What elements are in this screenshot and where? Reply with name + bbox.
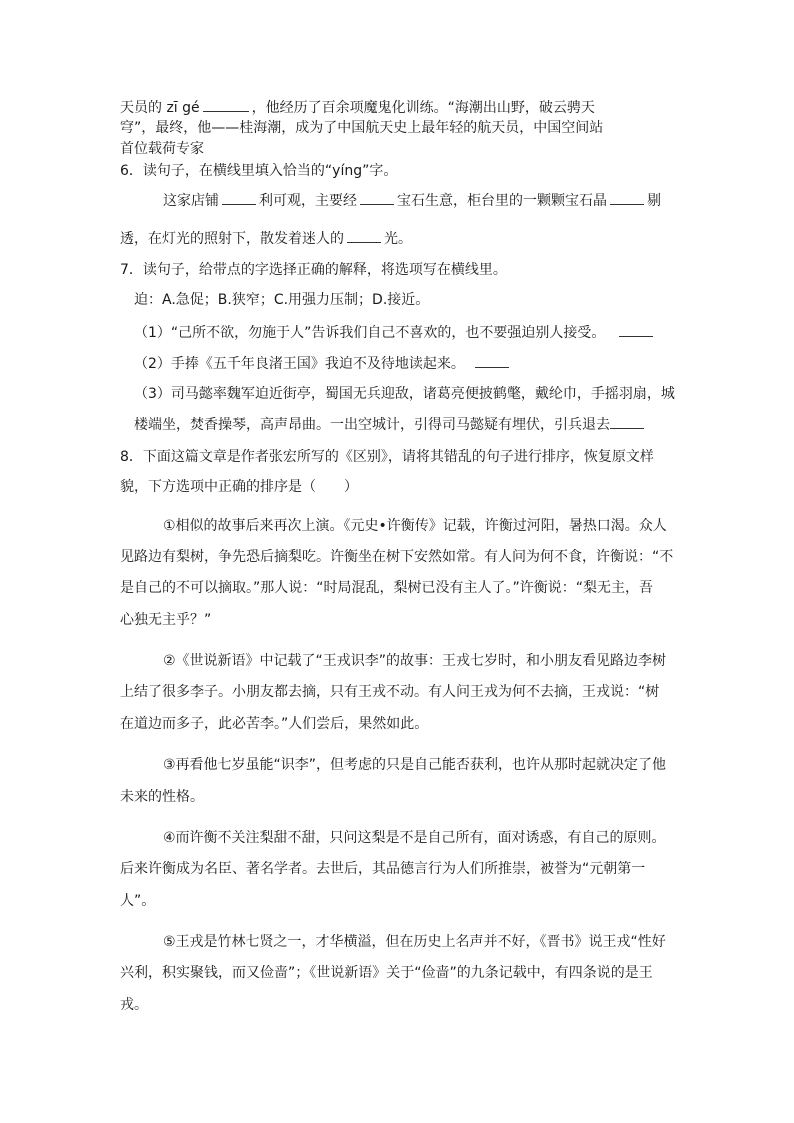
q6-sentence-line-1 [163, 190, 661, 211]
q8-prompt-line-2: 貌，下方选项中正确的排序是（ ） [120, 479, 358, 495]
q8-paragraph-4-line: 后来许衡成为名臣、著名学者。去世后，其品德言行为人们所推崇，被誉为“元朝第一 [120, 861, 646, 877]
q8-paragraph-1-line: 是自己的不可以摘取。”那人说：“时局混乱，梨树已没有主人了。”许衡说：“梨无主，吾 [120, 580, 654, 596]
q6-text: 这家店铺 [163, 193, 219, 209]
answer-blank[interactable] [360, 190, 394, 205]
q7-item-3b [134, 414, 647, 435]
q7-options: 迫：A.急促；B.狭窄；C.用强力压制；D.接近。 [134, 292, 430, 308]
q5-line-2: 穹”，最终，他——桂海潮，成为了中国航天史上最年轻的航天员，中国空间站 [120, 120, 604, 136]
q7-item-3a: （3）司马懿率魏军迫近街亭，蜀国无兵迎敌，诸葛亮便披鹤氅，戴纶巾，手摇羽扇，城 [134, 386, 675, 402]
answer-blank[interactable] [619, 322, 653, 337]
q6-text: 利可观，主要经 [259, 193, 357, 209]
q7-item-1 [134, 322, 656, 343]
q6-text: 透，在灯光的照射下，散发着迷人的 [120, 231, 344, 247]
q8-paragraph-5-line: 戎。 [120, 997, 148, 1013]
q5-text: ，他经历了百余项魔鬼化训练。“海潮出山野，破云骋天 [251, 100, 595, 116]
q8-paragraph-4-line: 人”。 [120, 893, 156, 909]
q8-paragraph-4-line: ④而许衡不关注梨甜不甜，只问这梨是不是自己所有，面对诱惑，有自己的原则。 [163, 830, 666, 846]
q7-item-2 [134, 353, 512, 374]
q7-text: （1）“己所不欲，勿施于人”告诉我们自己不喜欢的，也不要强迫别人接受。 [134, 325, 606, 341]
q7-text: 楼端坐，焚香操琴，高声昂曲。一出空城计，引得司马懿疑有埋伏，引兵退去 [134, 417, 610, 433]
q7-prompt: 7．读句子，给带点的字选择正确的解释，将选项写在横线里。 [120, 262, 507, 278]
q5-line-3: 首位载荷专家 [120, 141, 204, 157]
answer-blank[interactable] [475, 353, 509, 368]
q8-prompt-line-1: 8．下面这篇文章是作者张宏所写的《区别》，请将其错乱的句子进行排序，恢复原文样 [120, 449, 654, 465]
q6-sentence-line-2 [120, 228, 412, 249]
q8-paragraph-1-line: 见路边有梨树，争先恐后摘梨吃。许衡坐在树下安然如常。有人问为何不食，许衡说：“不 [120, 549, 674, 565]
q8-paragraph-2-line: 上结了很多李子。小朋友都去摘，只有王戎不动。有人问王戎为何不去摘，王戎说：“树 [120, 684, 660, 700]
q5-text: 天员的 zī gé [120, 100, 200, 116]
q8-paragraph-5-line: ⑤王戎是竹林七贤之一，才华横溢，但在历史上名声并不好，《晋书》说王戎“性好 [163, 934, 666, 950]
q8-paragraph-1-line: 心独无主乎？” [120, 612, 212, 628]
answer-blank[interactable] [610, 414, 644, 429]
q8-paragraph-2-line: ②《世说新语》中记载了“王戎识李”的故事：王戎七岁时，和小朋友看见路边李树 [163, 653, 667, 669]
q6-prompt: 6．读句子，在横线里填入恰当的“yíng”字。 [120, 163, 398, 179]
q8-paragraph-5-line: 兴利，积实聚钱，而又俭啬”；《世说新语》关于“俭啬”的九条记载中，有四条说的是王 [120, 965, 653, 981]
q8-paragraph-3-line: ③再看他七岁虽能“识李”，但考虑的只是自己能否获利，也许从那时起就决定了他 [163, 757, 667, 773]
q6-text: 宝石生意，柜台里的一颗颗宝石晶 [397, 193, 607, 209]
answer-blank[interactable] [347, 228, 381, 243]
q8-paragraph-1-line: ①相似的故事后来再次上演。《元史•许衡传》记载，许衡过河阳，暑热口渴。众人 [163, 518, 667, 534]
q6-text: 剔 [647, 193, 661, 209]
q5-line-1 [120, 97, 595, 118]
q8-paragraph-2-line: 在道边而多子，此必苦李。”人们尝后，果然如此。 [120, 716, 429, 732]
q6-text: 光。 [384, 231, 412, 247]
q8-paragraph-3-line: 未来的性格。 [120, 789, 204, 805]
answer-blank[interactable] [203, 97, 249, 112]
q7-text: （2）手捧《五千年良渚王国》我迫不及待地读起来。 [134, 356, 465, 372]
answer-blank[interactable] [610, 190, 644, 205]
answer-blank[interactable] [222, 190, 256, 205]
